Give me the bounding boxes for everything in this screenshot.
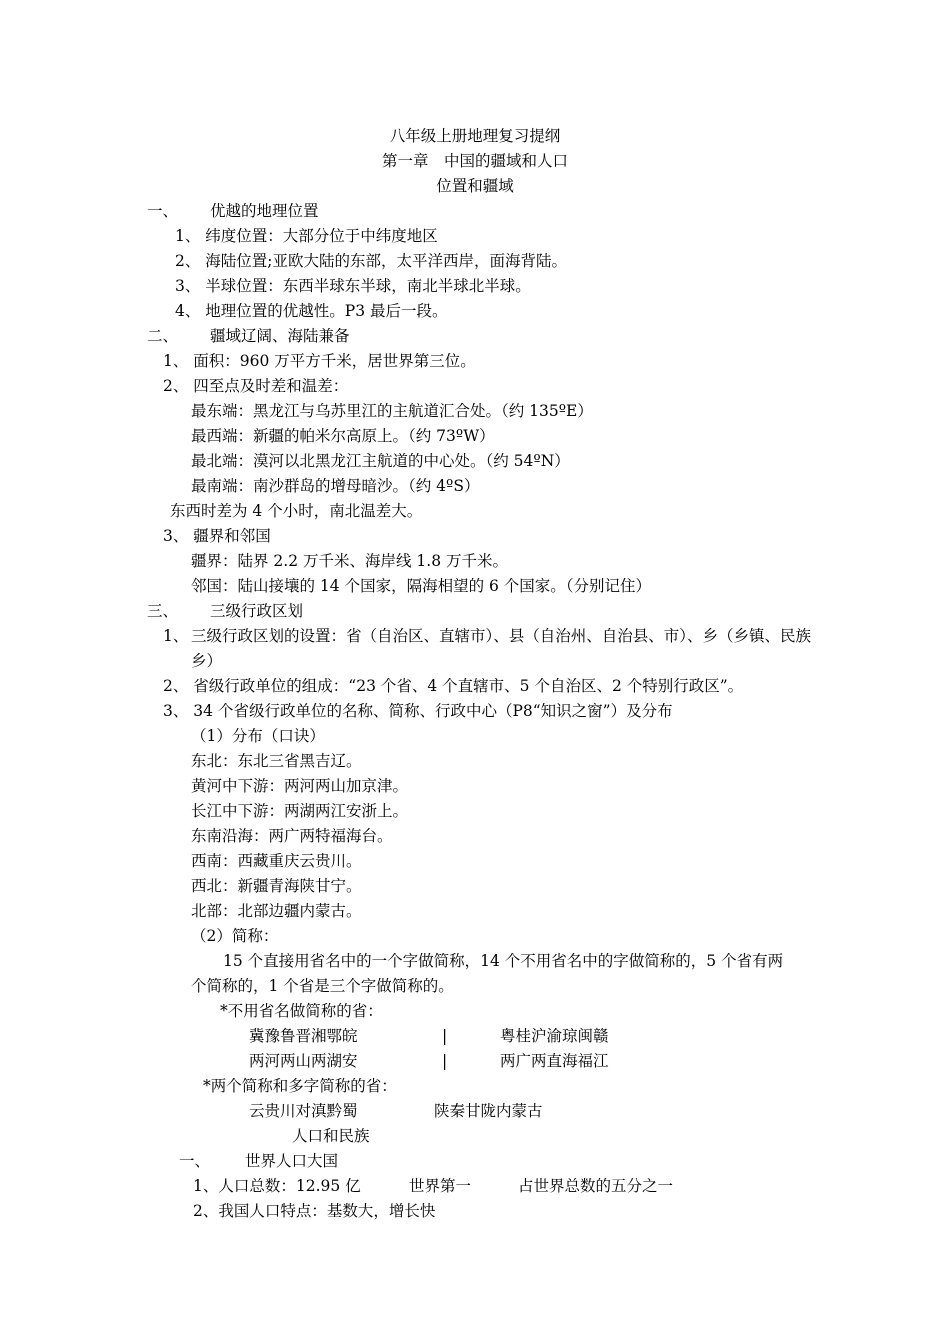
chapter-title: 第一章 中国的疆域和人口 [381,152,568,170]
abbr-group-right: 粤桂沪渝琼闽赣 [500,1027,609,1045]
list-item: 2、我国人口特点：基数大，增长快 [193,1202,436,1220]
paragraph-line: 个简称的，1 个省是三个字做简称的。 [191,977,454,995]
note-heading: *不用省名做简称的省： [220,1002,383,1020]
list-item-rank: 世界第一 [409,1177,472,1195]
heading-number: 一、 [147,202,179,220]
abbr-group-right: 陕秦甘陇内蒙古 [434,1102,543,1120]
list-item: 3、 疆界和邻国 [163,527,271,545]
heading-population: 世界人口大国 [245,1152,339,1170]
extreme-point: 最北端：漠河以北黑龙江主航道的中心处。（约 54ºN） [191,452,570,470]
sub-heading-distribution: （1）分布（口诀） [191,727,325,745]
list-item: 2、 海陆位置;亚欧大陆的东部，太平洋西岸，面海背陆。 [175,252,568,270]
list-item: 1、 面积：960 万平方千米，居世界第三位。 [163,352,476,370]
border-line: 疆界：陆界 2.2 万千米、海岸线 1.8 万千米。 [191,552,509,570]
list-item: 1、 纬度位置：大部分位于中纬度地区 [175,227,438,245]
time-diff-note: 东西时差为 4 个小时，南北温差大。 [170,502,423,520]
list-item: 三级行政区划的设置：省（自治区、直辖市）、县（自治州、自治县、市）、乡（乡镇、民族 [191,627,812,645]
neighbors-line: 邻国：陆山接壤的 14 个国家，隔海相望的 6 个国家。（分别记住） [191,577,652,595]
list-item: 2、 四至点及时差和温差： [163,377,349,395]
list-item-number: 1、 [163,627,189,645]
mnemonic-line: 黄河中下游：两河两山加京津。 [191,777,409,795]
extreme-point: 最东端：黑龙江与乌苏里江的主航道汇合处。（约 135ºE） [191,402,593,420]
abbr-group-left: 云贵川对滇黔蜀 [249,1102,358,1120]
column-separator: | [442,1052,448,1070]
mnemonic-line: 西南：西藏重庆云贵川。 [191,852,362,870]
mnemonic-line: 北部：北部边疆内蒙古。 [191,902,362,920]
doc-title: 八年级上册地理复习提纲 [389,127,561,145]
mnemonic-line: 东北：东北三省黑吉辽。 [191,752,362,770]
heading-number: 一、 [179,1152,211,1170]
heading-admin: 三级行政区划 [210,602,304,620]
mnemonic-line: 东南沿海：两广两特福海台。 [191,827,393,845]
section-title-population: 人口和民族 [292,1127,370,1145]
note-heading: *两个简称和多字简称的省： [203,1077,397,1095]
extreme-point: 最西端：新疆的帕米尔高原上。（约 73ºW） [191,427,495,445]
sub-heading-abbr: （2）简称： [191,927,279,945]
column-separator: | [442,1027,448,1045]
heading-number: 二、 [147,327,179,345]
list-item: 3、 半球位置：东西半球东半球，南北半球北半球。 [175,277,531,295]
abbr-group-right: 两广两直海福江 [500,1052,609,1070]
list-item: 3、 34 个省级行政单位的名称、简称、行政中心（P8“知识之窗”）及分布 [163,702,673,720]
list-item-share: 占世界总数的五分之一 [518,1177,674,1195]
paragraph-line: 15 个直接用省名中的一个字做简称，14 个不用省名中的字做简称的，5 个省有两 [223,952,784,970]
mnemonic-line: 长江中下游：两湖两江安浙上。 [191,802,409,820]
section-title-position: 位置和疆域 [436,177,514,195]
mnemonic-line: 西北：新疆青海陕甘宁。 [191,877,362,895]
list-item: 2、 省级行政单位的组成：“23 个省、4 个直辖市、5 个自治区、2 个特别行政区”。 [163,677,744,695]
list-item: 4、 地理位置的优越性。P3 最后一段。 [175,302,448,320]
list-item-continuation: 乡） [191,652,223,670]
abbr-group-left: 两河两山两湖安 [249,1052,358,1070]
heading-location: 优越的地理位置 [210,202,319,220]
heading-number: 三、 [147,602,179,620]
heading-territory: 疆域辽阔、海陆兼备 [210,327,350,345]
list-item: 1、人口总数：12.95 亿 [193,1177,361,1195]
abbr-group-left: 冀豫鲁晋湘鄂皖 [249,1027,358,1045]
extreme-point: 最南端：南沙群岛的增母暗沙。（约 4ºS） [191,477,480,495]
